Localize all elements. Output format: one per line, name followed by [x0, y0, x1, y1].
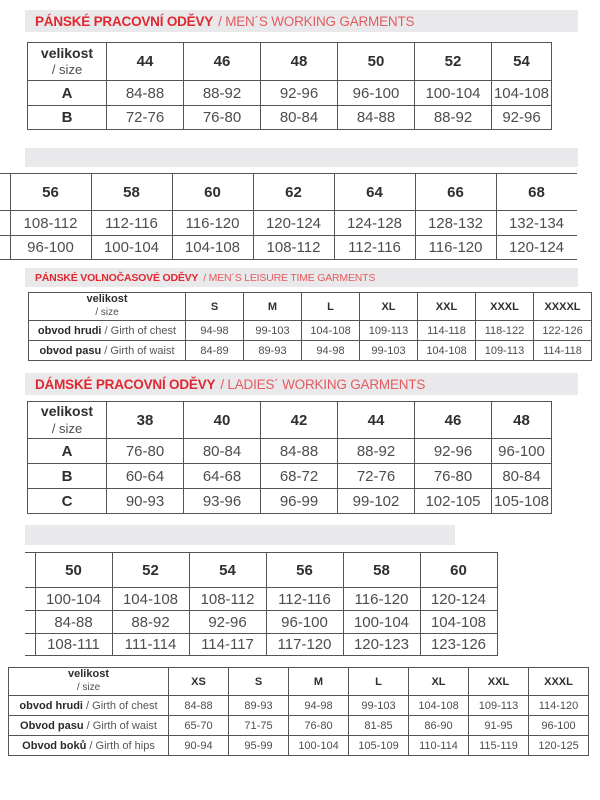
size-header-cell: XXXL — [529, 668, 589, 696]
value-cell: 116-120 — [343, 588, 420, 611]
size-label-cell — [9, 668, 169, 696]
size-header-cell: 44 — [338, 402, 415, 439]
value-cell: 114-120 — [529, 696, 589, 716]
value-cell: 120-123 — [343, 634, 420, 656]
value-cell: 108-112 — [189, 588, 266, 611]
value-cell: 99-102 — [338, 489, 415, 514]
value-cell: 76-80 — [107, 439, 184, 464]
row-label-cell: B — [28, 464, 107, 489]
value-cell: 88-92 — [338, 439, 415, 464]
table-row — [28, 439, 552, 464]
cut-cell — [25, 588, 35, 611]
table-row — [28, 464, 552, 489]
value-cell: 108-112 — [253, 236, 334, 260]
mens-working-table-part2 — [0, 173, 577, 264]
table-row — [28, 489, 552, 514]
value-cell: 132-134 — [496, 211, 577, 236]
value-cell: 76-80 — [415, 464, 492, 489]
size-header-cell: 60 — [172, 174, 253, 211]
size-header-cell: 66 — [415, 174, 496, 211]
value-cell: 68-72 — [261, 464, 338, 489]
value-cell: 92-96 — [189, 611, 266, 634]
value-cell: 120-125 — [529, 736, 589, 756]
size-header-cell: XL — [409, 668, 469, 696]
value-cell: 96-100 — [10, 236, 91, 260]
row-label-cell: B — [28, 106, 107, 130]
size-label-en: / size — [76, 682, 101, 694]
value-cell: 94-98 — [289, 696, 349, 716]
size-header-cell: 38 — [107, 402, 184, 439]
measure-label-cz: Obvod boků — [22, 739, 87, 752]
size-header-cell: L — [349, 668, 409, 696]
value-cell: 104-108 — [418, 341, 476, 361]
value-cell: 81-85 — [349, 716, 409, 736]
measure-label-cz: Obvod pasu — [20, 719, 84, 732]
value-cell: 108-111 — [35, 634, 112, 656]
size-label-en: / size — [51, 62, 83, 78]
value-cell: 80-84 — [184, 439, 261, 464]
value-cell: 84-88 — [35, 611, 112, 634]
measure-label-en: / Girth of waist — [83, 719, 157, 732]
header-row — [28, 402, 552, 439]
value-cell: 109-113 — [360, 321, 418, 341]
size-header-cell: XS — [169, 668, 229, 696]
value-cell: 109-113 — [469, 696, 529, 716]
value-cell: 76-80 — [289, 716, 349, 736]
value-cell: 104-108 — [420, 611, 497, 634]
size-header-cell: 44 — [107, 43, 184, 81]
value-cell: 99-103 — [244, 321, 302, 341]
measure-label-cell — [9, 736, 169, 756]
size-header-cell: 54 — [189, 553, 266, 588]
value-cell: 88-92 — [184, 81, 261, 106]
separator-band-ladies — [25, 525, 455, 545]
header-row — [0, 174, 577, 211]
size-header-cell: 56 — [266, 553, 343, 588]
value-cell: 116-120 — [172, 211, 253, 236]
size-header-cell: XXXXL — [534, 293, 592, 321]
value-cell: 112-116 — [266, 588, 343, 611]
table-row — [28, 106, 552, 130]
size-header-cell: 48 — [492, 402, 552, 439]
heading-mens-leisure-en: / MEN´S LEISURE TIME GARMENTS — [203, 271, 376, 284]
measure-label-en: / Girth of chest — [82, 699, 158, 712]
heading-mens-leisure-cz: PÁNSKÉ VOLNOČASOVÉ ODĚVY — [35, 271, 199, 284]
table-row — [28, 81, 552, 106]
value-cell: 114-118 — [418, 321, 476, 341]
value-cell: 89-93 — [229, 696, 289, 716]
value-cell: 80-84 — [492, 464, 552, 489]
size-label-cell — [28, 43, 107, 81]
value-cell: 122-126 — [534, 321, 592, 341]
mens-working-table-part2-table — [0, 173, 577, 260]
separator-band-mens — [25, 148, 578, 167]
value-cell: 88-92 — [415, 106, 492, 130]
value-cell: 104-108 — [172, 236, 253, 260]
value-cell: 104-108 — [492, 81, 552, 106]
value-cell: 84-88 — [169, 696, 229, 716]
value-cell: 117-120 — [266, 634, 343, 656]
value-cell: 92-96 — [261, 81, 338, 106]
measure-label-cz: obvod hrudi — [19, 699, 83, 712]
size-header-cell: 58 — [91, 174, 172, 211]
heading-mens-working-en: / MEN´S WORKING GARMENTS — [218, 13, 415, 29]
measure-label-en: / Girth of chest — [101, 324, 177, 337]
size-header-cell: XXL — [418, 293, 476, 321]
value-cell: 112-116 — [91, 211, 172, 236]
size-label-cell — [28, 402, 107, 439]
size-header-cell: 60 — [420, 553, 497, 588]
value-cell: 71-75 — [229, 716, 289, 736]
value-cell: 96-100 — [492, 439, 552, 464]
measure-label-cell — [9, 716, 169, 736]
value-cell: 114-117 — [189, 634, 266, 656]
size-header-cell: S — [186, 293, 244, 321]
value-cell: 65-70 — [169, 716, 229, 736]
value-cell: 104-108 — [112, 588, 189, 611]
value-cell: 123-126 — [420, 634, 497, 656]
value-cell: 128-132 — [415, 211, 496, 236]
size-header-cell: 40 — [184, 402, 261, 439]
value-cell: 84-89 — [186, 341, 244, 361]
value-cell: 120-124 — [496, 236, 577, 260]
size-header-cell: 42 — [261, 402, 338, 439]
value-cell: 109-113 — [476, 341, 534, 361]
size-header-cell: 52 — [415, 43, 492, 81]
value-cell: 84-88 — [338, 106, 415, 130]
size-label-en: / size — [51, 420, 83, 436]
ladies-working-table-part2 — [25, 552, 499, 659]
table-row — [29, 341, 592, 361]
value-cell: 114-118 — [534, 341, 592, 361]
value-cell: 95-99 — [229, 736, 289, 756]
measure-label-cell — [9, 696, 169, 716]
value-cell: 99-103 — [349, 696, 409, 716]
size-header-cell: 56 — [10, 174, 91, 211]
value-cell: 108-112 — [10, 211, 91, 236]
size-header-cell: 58 — [343, 553, 420, 588]
table-row — [9, 696, 589, 716]
value-cell: 100-104 — [289, 736, 349, 756]
ladies-leisure-table — [8, 667, 592, 759]
size-header-cell: 52 — [112, 553, 189, 588]
value-cell: 94-98 — [186, 321, 244, 341]
value-cell: 86-90 — [409, 716, 469, 736]
value-cell: 104-108 — [302, 321, 360, 341]
header-row — [25, 553, 497, 588]
value-cell: 94-98 — [302, 341, 360, 361]
row-label-cell: C — [28, 489, 107, 514]
value-cell: 100-104 — [35, 588, 112, 611]
value-cell: 116-120 — [415, 236, 496, 260]
measure-label-en: / Girth of waist — [101, 344, 175, 357]
size-header-cell: XXL — [469, 668, 529, 696]
value-cell: 111-114 — [112, 634, 189, 656]
size-header-cell: 64 — [334, 174, 415, 211]
heading-ladies-working — [25, 373, 578, 395]
cut-header-cell — [25, 553, 35, 588]
value-cell: 84-88 — [107, 81, 184, 106]
table-row — [0, 211, 577, 236]
size-header-cell: 46 — [415, 402, 492, 439]
size-header-cell: 50 — [338, 43, 415, 81]
mens-leisure-table — [28, 292, 595, 364]
ladies-working-table-part2-table — [25, 552, 498, 656]
cut-cell — [25, 634, 35, 656]
value-cell: 115-119 — [469, 736, 529, 756]
table-row — [9, 716, 589, 736]
size-header-cell: XXXL — [476, 293, 534, 321]
header-row — [9, 668, 589, 696]
measure-label-cz: obvod hrudi — [37, 324, 102, 337]
size-header-cell: 50 — [35, 553, 112, 588]
header-row — [29, 293, 592, 321]
value-cell: 91-95 — [469, 716, 529, 736]
value-cell: 90-93 — [107, 489, 184, 514]
value-cell: 124-128 — [334, 211, 415, 236]
value-cell: 92-96 — [492, 106, 552, 130]
value-cell: 96-100 — [529, 716, 589, 736]
size-header-cell: M — [244, 293, 302, 321]
ladies-working-table-part1-table — [27, 401, 552, 514]
value-cell: 60-64 — [107, 464, 184, 489]
size-header-cell: 46 — [184, 43, 261, 81]
size-header-cell: M — [289, 668, 349, 696]
size-label-cz: velikost — [40, 403, 94, 420]
measure-label-cell — [29, 321, 186, 341]
value-cell: 92-96 — [415, 439, 492, 464]
value-cell: 100-104 — [91, 236, 172, 260]
value-cell: 96-100 — [338, 81, 415, 106]
size-label-cell — [29, 293, 186, 321]
ladies-working-table-part1 — [27, 401, 598, 518]
measure-label-cz: obvod pasu — [39, 344, 102, 357]
size-header-cell: 62 — [253, 174, 334, 211]
row-label-cell: A — [28, 81, 107, 106]
mens-working-table-part1-table — [27, 42, 552, 130]
value-cell: 96-99 — [261, 489, 338, 514]
table-row — [9, 736, 589, 756]
size-header-cell: S — [229, 668, 289, 696]
value-cell: 72-76 — [107, 106, 184, 130]
value-cell: 120-124 — [420, 588, 497, 611]
value-cell: 80-84 — [261, 106, 338, 130]
size-header-cell: XL — [360, 293, 418, 321]
table-row — [29, 321, 592, 341]
table-row — [25, 611, 497, 634]
cut-cell — [0, 236, 10, 260]
mens-leisure-table-table — [28, 292, 592, 361]
value-cell: 112-116 — [334, 236, 415, 260]
size-header-cell: 54 — [492, 43, 552, 81]
size-header-cell: 68 — [496, 174, 577, 211]
heading-ladies-working-en: / LADIES´ WORKING GARMENTS — [220, 376, 426, 392]
size-label-cz: velikost — [68, 668, 109, 681]
value-cell: 110-114 — [409, 736, 469, 756]
size-label-cz: velikost — [40, 44, 94, 61]
value-cell: 105-109 — [349, 736, 409, 756]
cut-cell — [25, 611, 35, 634]
heading-mens-working-cz: PÁNSKÉ PRACOVNÍ ODĚVY — [35, 13, 214, 29]
measure-label-en: / Girth of hips — [86, 739, 155, 752]
value-cell: 120-124 — [253, 211, 334, 236]
row-label-cell: A — [28, 439, 107, 464]
value-cell: 89-93 — [244, 341, 302, 361]
value-cell: 96-100 — [266, 611, 343, 634]
heading-mens-leisure — [25, 268, 578, 287]
size-header-cell: L — [302, 293, 360, 321]
value-cell: 100-104 — [343, 611, 420, 634]
measure-label-cell — [29, 341, 186, 361]
heading-mens-working — [25, 10, 578, 32]
size-header-cell: 48 — [261, 43, 338, 81]
value-cell: 76-80 — [184, 106, 261, 130]
value-cell: 64-68 — [184, 464, 261, 489]
heading-ladies-working-cz: DÁMSKÉ PRACOVNÍ ODĚVY — [35, 376, 216, 392]
size-label-cz: velikost — [86, 293, 128, 306]
value-cell: 93-96 — [184, 489, 261, 514]
table-row — [0, 236, 577, 260]
value-cell: 104-108 — [409, 696, 469, 716]
value-cell: 105-108 — [492, 489, 552, 514]
cut-header-cell — [0, 174, 10, 211]
header-row — [28, 43, 552, 81]
cut-cell — [0, 211, 10, 236]
ladies-leisure-table-table — [8, 667, 589, 756]
mens-working-table-part1 — [27, 42, 578, 134]
table-row — [25, 634, 497, 656]
value-cell: 90-94 — [169, 736, 229, 756]
value-cell: 118-122 — [476, 321, 534, 341]
value-cell: 88-92 — [112, 611, 189, 634]
value-cell: 84-88 — [261, 439, 338, 464]
value-cell: 102-105 — [415, 489, 492, 514]
value-cell: 72-76 — [338, 464, 415, 489]
size-label-en: / size — [95, 307, 119, 319]
table-row — [25, 588, 497, 611]
value-cell: 100-104 — [415, 81, 492, 106]
value-cell: 99-103 — [360, 341, 418, 361]
